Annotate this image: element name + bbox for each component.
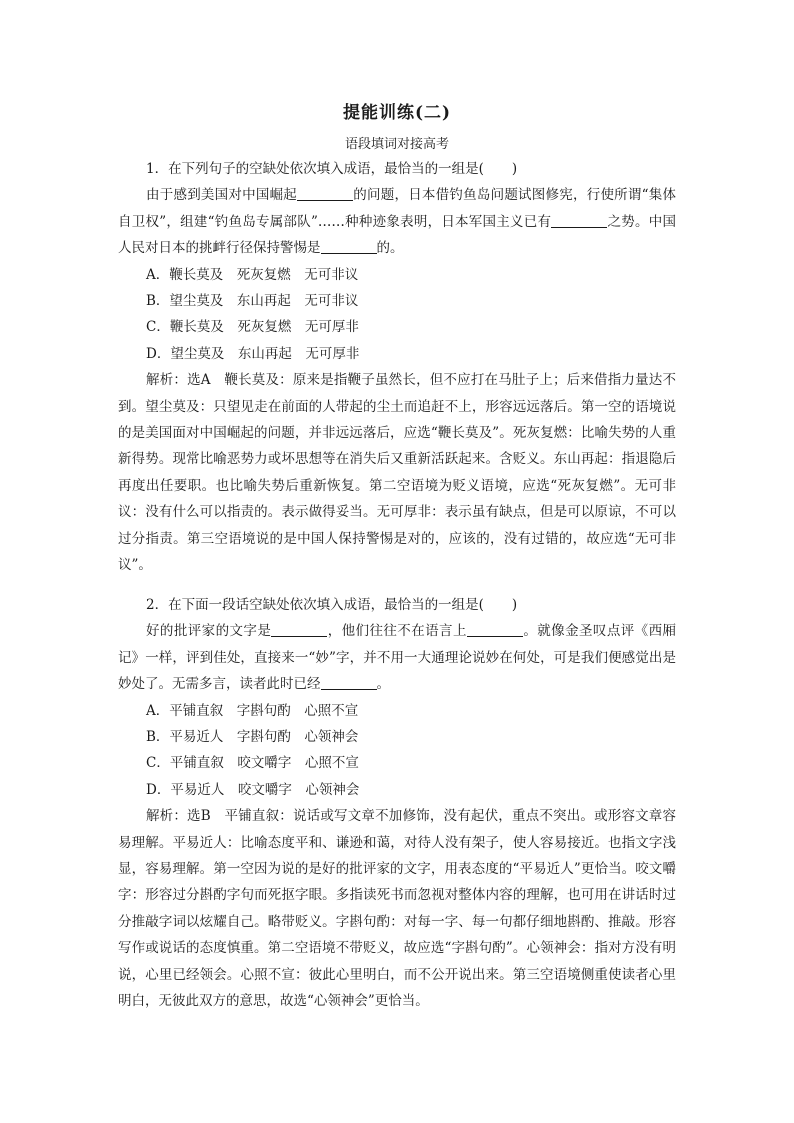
question-1 <box>118 156 676 579</box>
blank-3 <box>321 675 377 690</box>
question-2-analysis: 解析：选B 平铺直叙：说话或写文章不加修饰，没有起伏，重点不突出。或形容文章容易理解。平易近人：比喻态度平和、谦逊和蔼，对待人没有架子，使人容易接近。也指文字浅显，容易理解。第一空因为说的是好的批评家的文字，用表态度的“平易近人”更恰当。咬文嚼字：形容过分斟酌字句而死抠字眼。多指读死书而忽视对整体内容的理解，也可用在讲话时过分推敲字词以炫耀自己。略带贬义。字斟句酌：对每一字、每一句都仔细地斟酌、推敲。形容写作或说话的态度慎重。第二空语境不带贬义，故应选“字斟句酌”。心领神会：指对方没有明说，心里已经领会。心照不宣：彼此心里明白，而不公开说出来。第三空语境侧重使读者心里明白，无彼此双方的意思，故选“心领神会”更恰当。 <box>118 808 676 1010</box>
option-d: D．平易近人 咬文嚼字 心领神会 <box>146 781 360 798</box>
option-c: C．平铺直叙 咬文嚼字 心照不宣 <box>146 755 359 772</box>
option-d: D．望尘莫及 东山再起 无可厚非 <box>146 345 360 362</box>
option-a: A．鞭长莫及 死灰复燃 无可非议 <box>146 266 359 283</box>
page-subtitle: 语段填词对接高考 <box>344 137 449 152</box>
option-b: B．平易近人 字斟句酌 心领神会 <box>146 729 359 746</box>
question-2 <box>118 592 676 1015</box>
blank-1 <box>297 186 353 201</box>
page-title: 提能训练(二) <box>342 103 452 123</box>
blank-2 <box>551 213 607 228</box>
question-1-stem: 1．在下列句子的空缺处依次填入成语，最恰当的一组是( ) <box>146 161 518 177</box>
question-1-passage: 由于感到美国对中国崛起 的问题，日本借钓鱼岛问题试图修宪，行使所谓“集体自卫权”，组建“钓鱼岛专属部队”……种种迹象表明，日本军国主义已有 之势。中国人民对日本的挑衅行径保持警惕是 的。 <box>118 187 676 257</box>
blank-2 <box>467 622 523 637</box>
blank-3 <box>321 239 377 254</box>
option-a: A．平铺直叙 字斟句酌 心照不宣 <box>146 702 359 719</box>
blank-1 <box>271 622 327 637</box>
option-b: B．望尘莫及 东山再起 无可非议 <box>146 293 359 310</box>
question-2-stem: 2．在下面一段话空缺处依次填入成语，最恰当的一组是( ) <box>146 597 518 613</box>
question-1-analysis: 解析：选A 鞭长莫及：原来是指鞭子虽然长，但不应打在马肚子上；后来借指力量达不到。望尘莫及：只望见走在前面的人带起的尘土而追赶不上，形容远远落后。第一空的语境说的是美国面对中国崛起的问题，并非远远落后，应选“鞭长莫及”。死灰复燃：比喻失势的人重新得势。现常比喻恶势力或坏思想等在消失后又重新活跃起来。含贬义。东山再起：指退隐后再度出任要职。也比喻失势后重新恢复。第二空语境为贬义语境，应选“死灰复燃”。无可非议：没有什么可以指责的。表示做得妥当。无可厚非：表示虽有缺点，但是可以原谅，不可以过分指责。第三空语境说的是中国人保持警惕是对的，应该的，没有过错的，故应选“无可非议”。 <box>118 372 676 574</box>
question-2-passage: 好的批评家的文字是 ，他们往往不在语言上 。就像金圣叹点评《西厢记》一样，评到佳处，直接来一“妙”字，并不用一大通理论说妙在何处，可是我们便感觉出是妙处了。无需多言，读者此时已经 。 <box>118 623 677 693</box>
option-c: C．鞭长莫及 死灰复燃 无可厚非 <box>146 319 359 336</box>
